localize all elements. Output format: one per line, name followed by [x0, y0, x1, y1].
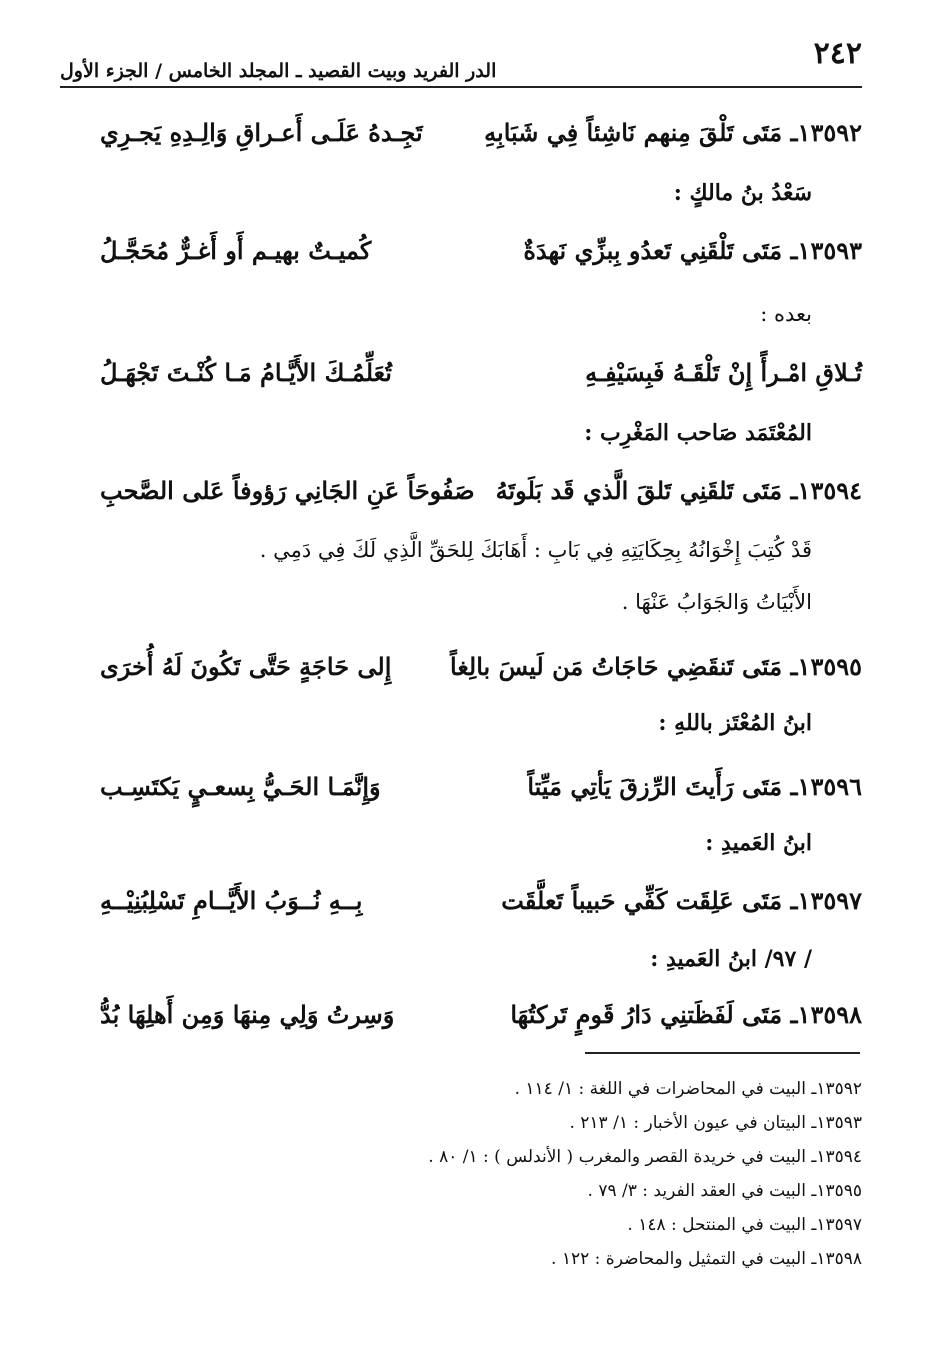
poet-attribution: / ٩٧/ ابنُ العَميدِ :	[650, 946, 812, 972]
verse-first-hemistich: ١٣٥٩٨ـ مَتَى لَفَظَتنِي دَارُ قَومٍ تَركتُهَا	[510, 1000, 862, 1029]
page-header	[60, 38, 862, 88]
page-number: ٢٤٢	[813, 36, 862, 71]
running-title: الدر الفريد وبيت القصيد ـ المجلد الخامس / الجزء الأول	[60, 60, 497, 82]
verse-second-hemistich: وَإِنَّمَـا الحَـيُّ بِسعـيٍ يَكتَسِـب	[100, 772, 381, 801]
verse-13595	[100, 652, 862, 692]
verse-first-hemistich: ١٣٥٩٦ـ مَتَى رَأَيتَ الرِّزقَ يَأتِي مَيِّتاً	[527, 772, 862, 801]
verse-second-hemistich: تَجِـدهُ عَلَـى أَعـراقِ وَالِـدِهِ يَجـرِي	[100, 118, 423, 147]
footnote-item: ١٣٥٩٧ـ البيت في المنتحل : ١٤٨ .	[627, 1215, 862, 1235]
verse-second-hemistich: وَسِرتُ وَلِي مِنهَا وَمِن أَهلِهَا بُدُّ	[100, 1000, 395, 1029]
note-text: قَدْ كُتِبَ إِخْوَانُهُ بِحِكَايَتِهِ فِي بَابِ : أَهَابَكَ لِلحَقِّ الَّذِي لَكَ فِي دَمِي .	[259, 538, 812, 562]
verse-first-hemistich: ١٣٥٩٣ـ مَتَى تَلْقَنِي تَعدُو بِبزِّي نَهدَةٌ	[523, 236, 862, 265]
footnote-item: ١٣٥٩٢ـ البيت في المحاضرات في اللغة : ١/ ١١٤ .	[514, 1079, 862, 1099]
verse-first-hemistich: ١٣٥٩٢ـ مَتَى تَلْقَ مِنهم نَاشِئاً فِي شَبَابِهِ	[484, 118, 862, 147]
poet-attribution: سَعْدُ بنُ مالكٍ :	[673, 180, 812, 206]
poet-attribution: ابنُ المُعْتَز باللهِ :	[658, 710, 812, 736]
footnotes	[428, 1072, 862, 1276]
verse-first-hemistich: ١٣٥٩٧ـ مَتَى عَلِقَت كَفِّي حَبيباً تَعلَّقَت	[501, 886, 862, 915]
verse-following	[100, 358, 862, 398]
verse-second-hemistich: تُعَلِّمُـكَ الأَيَّـامُ مَـا كُنْـتَ تَجْهَـلُ	[100, 358, 392, 387]
verse-first-hemistich: ١٣٥٩٤ـ مَتَى تَلقَنِي تَلقَ الَّذي قَد بَلَوتَهُ	[495, 476, 862, 505]
verse-13596	[100, 772, 862, 812]
footnote-item: ١٣٥٩٤ـ البيت في خريدة القصر والمغرب ( الأندلس ) : ١/ ٨٠ .	[428, 1147, 862, 1167]
note-text: الأَبْيَاتُ وَالجَوَابُ عَنْهَا .	[621, 590, 812, 614]
verse-13593	[100, 236, 862, 276]
verse-13594	[100, 476, 862, 516]
verse-second-hemistich: بِــهِ نُــوَبُ الأَيَّــامِ تَسْلِبُنِيْــهِ	[100, 886, 363, 915]
verse-second-hemistich: صَفُوحَاً عَنِ الجَانِي رَؤوفاً عَلى الصَّحبِ	[100, 476, 475, 505]
verse-first-hemistich: تُـلاقِ امْـرأً إِنْ تَلْقَـهُ فَبِسَيْفِـهِ	[585, 358, 862, 387]
footnote-divider	[585, 1052, 860, 1054]
verse-second-hemistich: كُميـتٌ بهيـم أَو أَغـرٌّ مُحَجَّـلُ	[100, 236, 372, 265]
poet-attribution: ابنُ العَميدِ :	[705, 830, 812, 856]
verse-first-hemistich: ١٣٥٩٥ـ مَتَى تَنقَضِي حَاجَاتُ مَن لَيسَ بالِغاً	[450, 652, 862, 681]
verse-second-hemistich: إِلى حَاجَةٍ حَتَّى تَكُونَ لَهُ أُخرَى	[100, 652, 392, 681]
footnote-item: ١٣٥٩٨ـ البيت في التمثيل والمحاضرة : ١٢٢ .	[551, 1249, 862, 1269]
footnote-item: ١٣٥٩٣ـ البيتان في عيون الأخبار : ١/ ٢١٣ .	[569, 1113, 862, 1133]
poet-attribution: المُعْتَمَد صَاحب المَغْرِب :	[584, 420, 812, 446]
verse-13597	[100, 886, 862, 926]
verse-13592	[100, 118, 862, 158]
footnote-item: ١٣٥٩٥ـ البيت في العقد الفريد : ٣/ ٧٩ .	[587, 1181, 862, 1201]
verse-13598	[100, 1000, 862, 1040]
note-label: بعده :	[760, 302, 812, 326]
